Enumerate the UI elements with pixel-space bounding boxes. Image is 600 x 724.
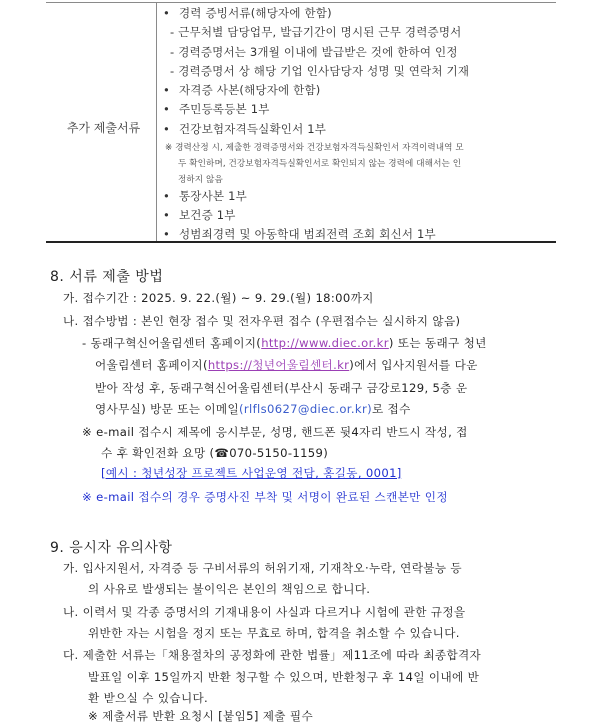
- reception-method: 나. 접수방법 : 본인 현장 접수 및 전자우편 접수 (우편접수는 실시하지 않음): [63, 314, 461, 328]
- note-item-cont: 발표일 이후 15일까지 반환 청구할 수 있으며, 반환청구 후 14일 이내에 반: [88, 670, 480, 684]
- bullet-icon: •: [163, 122, 170, 136]
- note-item-cont: 의 사유로 발생되는 불이익은 본인의 책임으로 합니다.: [88, 582, 371, 596]
- table-note: 두 확인하며, 건강보험자격득실확인서로 확인되지 않는 경력에 대해서는 인: [178, 159, 462, 169]
- table-row: • 통장사본 1부: [163, 189, 247, 203]
- table-row: - 경력증명서 상 해당 기업 인사담당자 성명 및 연락처 기재: [170, 64, 470, 78]
- table-top-border: [46, 2, 556, 3]
- bullet-icon: •: [163, 189, 170, 203]
- table-row: • 경력 증빙서류(해당자에 한함): [163, 6, 332, 20]
- note-item: 나. 이력서 및 각종 증명서의 기재내용이 사실과 다르거나 시험에 관한 규정을: [63, 605, 466, 619]
- section-heading: 8. 서류 제출 방법: [50, 269, 164, 285]
- email-note: ※ e-mail 접수시 제목에 응시부문, 성명, 핸드폰 뒷4자리 반드시 작성, 접: [82, 425, 468, 439]
- bullet-icon: •: [163, 102, 170, 116]
- table-row: • 자격증 사본(해당자에 한함): [163, 83, 321, 97]
- table-row: • 주민등록등본 1부: [163, 102, 270, 116]
- table-row: • 성범죄경력 및 아동학대 범죄전력 조회 회신서 1부: [163, 227, 436, 241]
- table-row: - 근무처별 담당업무, 발급기간이 명시된 근무 경력증명서: [170, 25, 462, 39]
- bullet-icon: •: [163, 83, 170, 97]
- note-item: 가. 입사지원서, 자격증 등 구비서류의 허위기재, 기재착오·누락, 연락불능 등: [63, 561, 462, 575]
- email-note-cont: 수 후 확인전화 요망 (☎070-5150-1159): [101, 446, 329, 460]
- bullet-icon: •: [163, 6, 170, 20]
- section-heading: 9. 응시자 유의사항: [50, 540, 173, 556]
- note-item: 다. 제출한 서류는「채용절차의 공정화에 관한 법률」제11조에 따라 최종합격자: [63, 648, 482, 662]
- return-note: ※ 제출서류 반환 요청시 [붙임5] 제출 필수: [88, 709, 313, 723]
- table-row: • 건강보험자격득실확인서 1부: [163, 122, 327, 136]
- table-row-label: 추가 제출서류: [66, 121, 141, 135]
- method-detail-line: 받아 작성 후, 동래구혁신어울림센터(부산시 동래구 금강로129, 5층 운: [95, 381, 468, 395]
- method-detail-line: - 동래구혁신어울림센터 홈페이지(http://www.diec.or.kr) 또는 동래구 청년: [82, 336, 487, 350]
- reception-period: 가. 접수기간 : 2025. 9. 22.(월) ~ 9. 29.(월) 18:00까지: [63, 291, 374, 305]
- email-link[interactable]: (rlfls0627@diec.or.kr): [239, 402, 372, 416]
- table-note: 정하지 않음: [178, 175, 223, 185]
- scan-note: ※ e-mail 접수의 경우 증명사진 부착 및 서명이 완료된 스캔본만 인정: [82, 490, 448, 504]
- table-note: ※ 경력산정 시, 제출한 경력증명서와 건강보험자격득실확인서 자격이력내역 모: [165, 143, 464, 153]
- note-item-cont: 환 받으실 수 있습니다.: [88, 691, 209, 705]
- table-column-divider: [156, 2, 157, 242]
- bullet-icon: •: [163, 208, 170, 222]
- bullet-icon: •: [163, 227, 170, 241]
- method-detail-line: 영사무실) 방문 또는 이메일(rlfls0627@diec.or.kr)로 접수: [95, 402, 411, 416]
- table-row: • 보건증 1부: [163, 208, 236, 222]
- youth-center-link[interactable]: https://청년어울림센터.kr: [207, 358, 350, 372]
- method-detail-line: 어울림센터 홈페이지(https://청년어울림센터.kr)에서 입사지원서를 다운: [95, 358, 478, 372]
- homepage-link[interactable]: http://www.diec.or.kr: [261, 336, 389, 350]
- subject-example: [예시 : 청년성장 프로젝트 사업운영 전담, 홍길동, 0001]: [101, 466, 402, 480]
- table-row: - 경력증명서는 3개월 이내에 발급받은 것에 한하여 인정: [170, 45, 458, 59]
- note-item-cont: 위반한 자는 시험을 정지 또는 무효로 하며, 합격을 취소할 수 있습니다.: [88, 626, 460, 640]
